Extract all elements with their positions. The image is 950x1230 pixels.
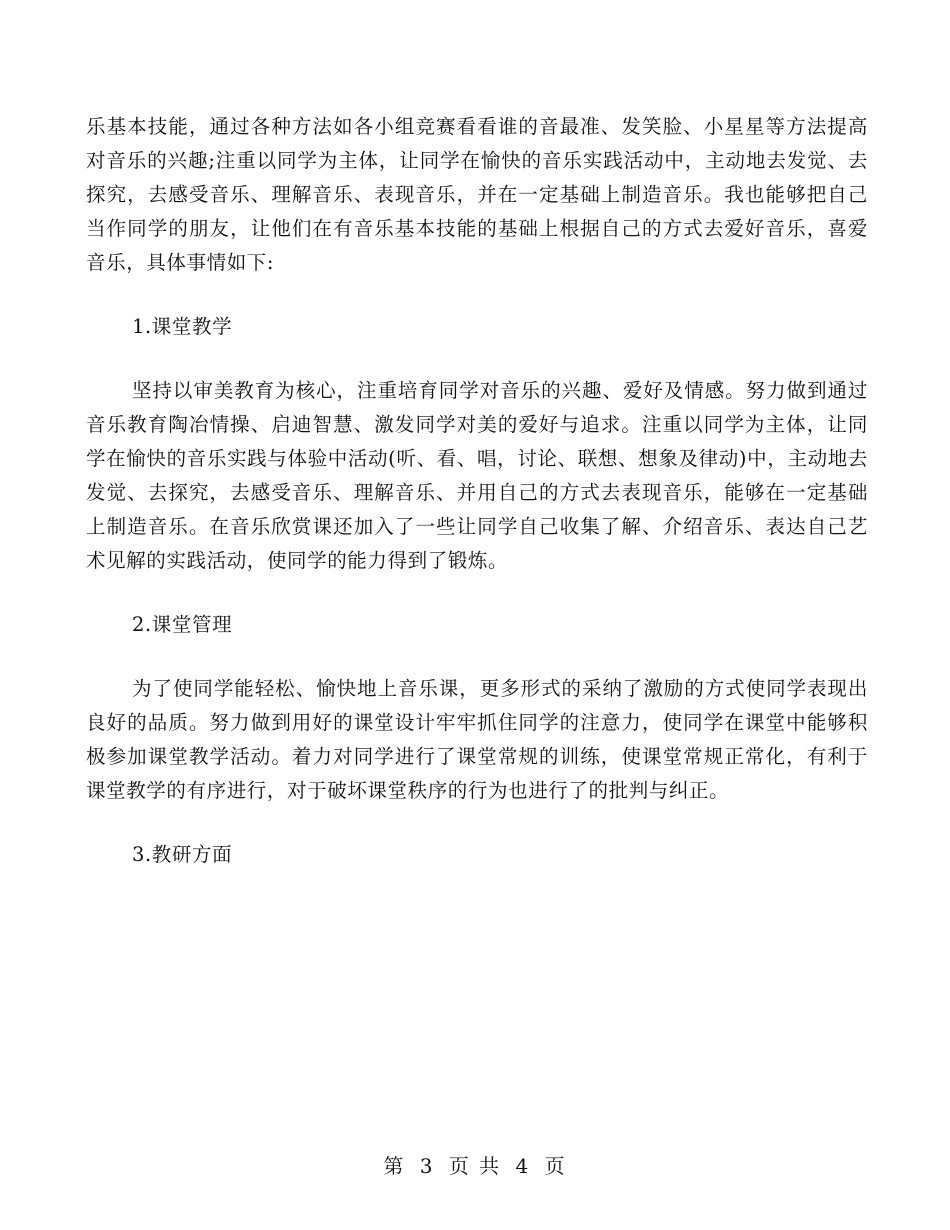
footer-total-pages: 4 xyxy=(515,1154,531,1178)
intro-paragraph: 乐基本技能，通过各种方法如各小组竞赛看看谁的音最准、发笑脸、小星星等方法提高对音乐的兴趣;注重以同学为主体，让同学在愉快的音乐实践活动中，主动地去发觉、去探究，去感受音乐、理解音乐、表现音乐，并在一定基础上制造音乐。我也能够把自己当作同学的朋友，让他们在有音乐基本技能的基础上根据自己的方式去爱好音乐，喜爱音乐，具体事情如下: xyxy=(86,115,868,274)
footer-middle: 页 共 xyxy=(448,1154,502,1178)
footer-current-page: 3 xyxy=(419,1154,435,1178)
page-footer xyxy=(0,1150,950,1179)
footer-suffix: 页 xyxy=(544,1154,567,1178)
section-heading-teaching: 1.课堂教学 xyxy=(132,315,233,338)
section-body-teaching: 坚持以审美教育为核心，注重培育同学对音乐的兴趣、爱好及情感。努力做到通过音乐教育陶冶情操、启迪智慧、激发同学对美的爱好与追求。注重以同学为主体，让同学在愉快的音乐实践与体验中活动(听、看、唱，讨论、联想、想象及律动)中，主动地去发觉、去探究，去感受音乐、理解音乐、并用自己的方式去表现音乐，能够在一定基础上制造音乐。在音乐欣赏课还加入了一些让同学自己收集了解、介绍音乐、表达自己艺术见解的实践活动，使同学的能力得到了锻炼。 xyxy=(86,379,868,572)
page-content xyxy=(86,110,868,872)
section-heading-research: 3.教研方面 xyxy=(132,843,233,866)
section-body-management: 为了使同学能轻松、愉快地上音乐课，更多形式的采纳了激励的方式使同学表现出良好的品质。努力做到用好的课堂设计牢牢抓住同学的注意力，使同学在课堂中能够积极参加课堂教学活动。着力对同学进行了课堂常规的训练，使课堂常规正常化，有利于课堂教学的有序进行，对于破坏课堂秩序的行为也进行了的批判与纠正。 xyxy=(86,677,868,802)
footer-prefix: 第 xyxy=(383,1154,406,1178)
section-heading-management: 2.课堂管理 xyxy=(132,613,233,636)
